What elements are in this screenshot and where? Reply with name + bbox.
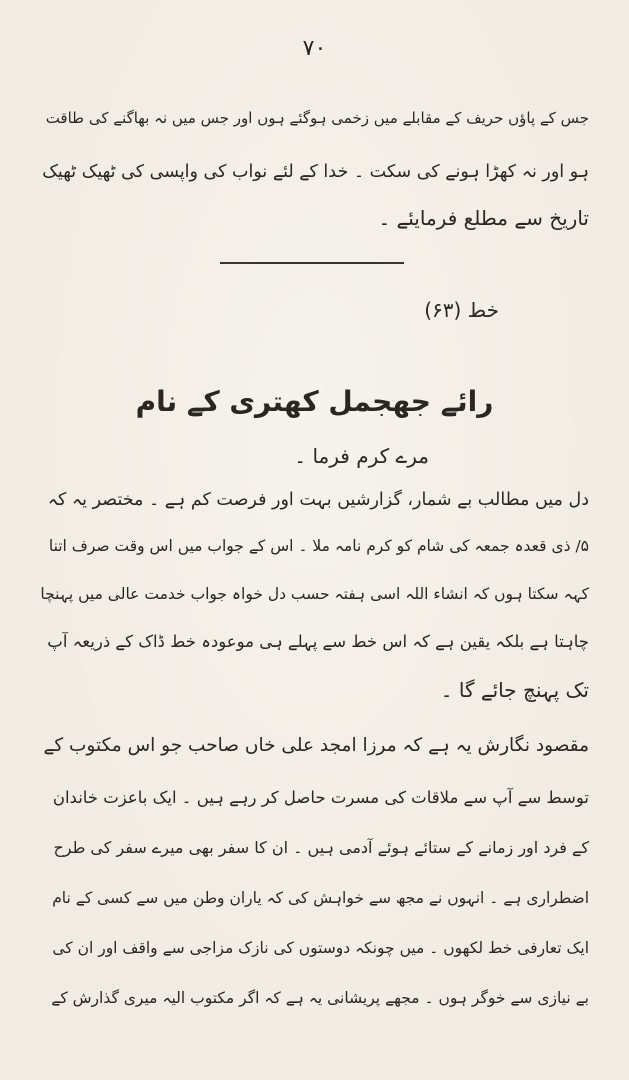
text-line: بے نیازی سے خوگر ہوں ۔ مجھے پریشانی یہ ہے کہ اگر مکتوب الیہ میری گذارش کے <box>51 989 589 1007</box>
letter-recipient-heading: رائے جھجمل کھتری کے نام <box>135 385 494 418</box>
letter-number: خط (۶۳) <box>424 298 499 322</box>
section-divider <box>220 262 404 264</box>
text-line: ہو اور نہ کھڑا ہونے کی سکت ۔ خدا کے لئے نواب کی واپسی کی ٹھیک ٹھیک <box>42 162 589 182</box>
text-line: کے فرد اور زمانے کے ستائے ہوئے آدمی ہیں ۔ ان کا سفر بھی میرے سفر کی طرح <box>53 838 589 857</box>
text-line: تاریخ سے مطلع فرمایئے ۔ <box>378 206 589 230</box>
text-line: دل میں مطالب بے شمار، گزارشیں بہت اور فرصت کم ہے ۔ مختصر یہ کہ <box>47 490 589 510</box>
text-line: جس کے پاؤں حریف کے مقابلے میں زخمی ہوگئے ہوں اور جس میں نہ بھاگنے کی طاقت <box>45 109 589 127</box>
text-line: مقصود نگارش یہ ہے کہ مرزا امجد علی خاں صاحب جو اس مکتوب کے <box>43 735 589 756</box>
text-line: توسط سے آپ سے ملاقات کی مسرت حاصل کر رہے ہیں ۔ ایک باعزت خاندان <box>52 788 589 807</box>
text-line: چاہتا ہے بلکہ یقین ہے کہ اس خط سے پہلے ہی موعودہ خط ڈاک کے ذریعہ آپ <box>47 632 589 651</box>
text-line: ایک تعارفی خط لکھوں ۔ میں چونکہ دوستوں کی نازک مزاجی سے واقف اور ان کی <box>52 939 589 957</box>
salutation: مرے کرم فرما ۔ <box>294 444 429 468</box>
text-line: تک پہنچ جائے گا ۔ <box>440 678 589 702</box>
text-line: ۵/ ذی قعدہ جمعہ کی شام کو کرم نامہ ملا ۔ اس کے جواب میں اس وقت صرف اتنا <box>48 537 589 555</box>
text-line: اضطراری ہے ۔ انہوں نے مجھ سے خواہش کی کہ یاران وطن میں سے کسی کے نام <box>52 889 589 907</box>
text-line: کہہ سکتا ہوں کہ انشاء اللہ اسی ہفتہ حسب دل خواہ جواب خدمت عالی میں پہنچا <box>40 585 589 603</box>
page-number: ۷۰ <box>302 36 327 61</box>
